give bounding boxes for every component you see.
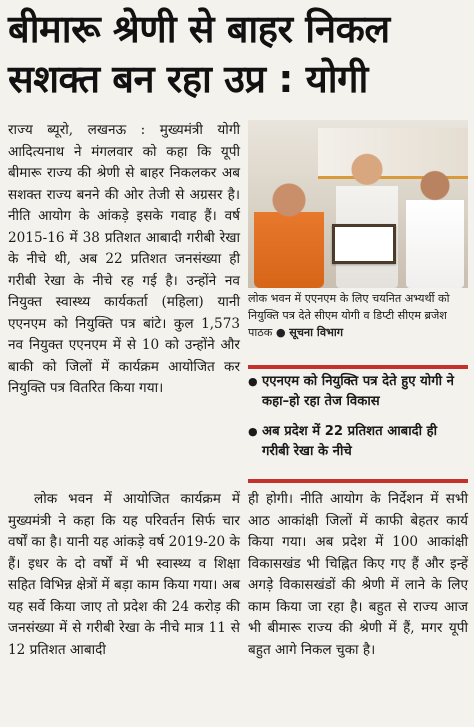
- article-column-left-top: [8, 120, 240, 400]
- headline: [8, 4, 468, 104]
- highlight-item: ● अब प्रदेश में 22 प्रतिशत आबादी ही गरीबी रेखा के नीचे: [248, 422, 468, 462]
- article-column-right-bottom: [248, 489, 468, 661]
- headline-line-1: बीमारू श्रेणी से बाहर निकल: [8, 7, 390, 51]
- highlight-rule-bottom: [248, 479, 468, 483]
- news-photo: [248, 120, 468, 288]
- photo-caption-text: लोक भवन में एएनएम के लिए चयनित अभ्यर्थी को नियुक्ति पत्र देते सीएम योगी व डिप्टी सीएम ब्रजेश पाठक: [248, 292, 450, 339]
- highlight-rule-top: [248, 365, 468, 369]
- article-paragraph: राज्य ब्यूरो, लखनऊ : मुख्यमंत्री योगी आदित्यनाथ ने मंगलवार को कहा कि यूपी बीमारू राज्य की श्रेणी से बाहर निकलकर अब सशक्त राज्य बनने की ओर तेजी से अग्रसर है। नीति आयोग के आंकड़े इसके गवाह हैं। वर्ष 2015-16 में 38 प्रतिशत आबादी गरीबी रेखा के नीचे थी, अब 22 प्रतिशत जनसंख्या ही गरीबी रेखा के नीचे रह गई है। उन्होंने नव नियुक्त स्वास्थ्य कार्यकर्ता (महिला) यानी एएनएम को नियुक्ति पत्र बांटे। कुल 1,573 नव नियुक्त एएनएम में से 10 को उन्होंने और बाकी को जिलों में कार्यक्रम आयोजित कर नियुक्ति पत्र वितरित किया गया।: [8, 122, 240, 396]
- photo-credit-bullet: ●: [275, 326, 286, 339]
- headline-line-2: सशक्त बन रहा उप्र : योगी: [8, 57, 368, 101]
- photo-person-right: [406, 166, 464, 288]
- photo-person-left: [254, 178, 324, 288]
- article-paragraph: ही होगी। नीति आयोग के निर्देशन में सभी आठ आकांक्षी जिलों में काफी बेहतर कार्य किया गया। अब प्रदेश में 100 आकांक्षी विकासखंड भी चिह्नित किए गए हैं और इन्हें अगड़े विकासखंडों की श्रेणी में लाने के लिए काम किया जा रहा है। बहुत से राज्य आज भी बीमारू राज्य की श्रेणी में हैं, मगर यूपी बहुत आगे निकल चुका है।: [248, 491, 468, 658]
- photo-person-center: [336, 150, 398, 288]
- photo-caption: [248, 290, 468, 341]
- article-column-left-bottom: [8, 489, 240, 661]
- highlight-item: ● एएनएम को नियुक्ति पत्र देते हुए योगी ने कहा–हो रहा तेज विकास: [248, 372, 468, 412]
- photo-credit: सूचना विभाग: [289, 326, 344, 339]
- photo-certificate: [332, 224, 396, 264]
- highlights-box: [248, 372, 468, 472]
- article-paragraph: लोक भवन में आयोजित कार्यक्रम में मुख्यमंत्री ने कहा कि यह परिवर्तन सिर्फ चार वर्षों का है। यानी यह आंकड़े वर्ष 2019-20 के हैं। इधर के दो वर्षों में भी स्वास्थ्य व शिक्षा सहित विभिन्न क्षेत्रों में बड़ा काम किया गया। अब यह सर्वे किया जाए तो प्रदेश की 24 करोड़ की जनसंख्या में से गरीबी रेखा के नीचे मात्र 11 से 12 प्रतिशत आबादी: [8, 491, 240, 658]
